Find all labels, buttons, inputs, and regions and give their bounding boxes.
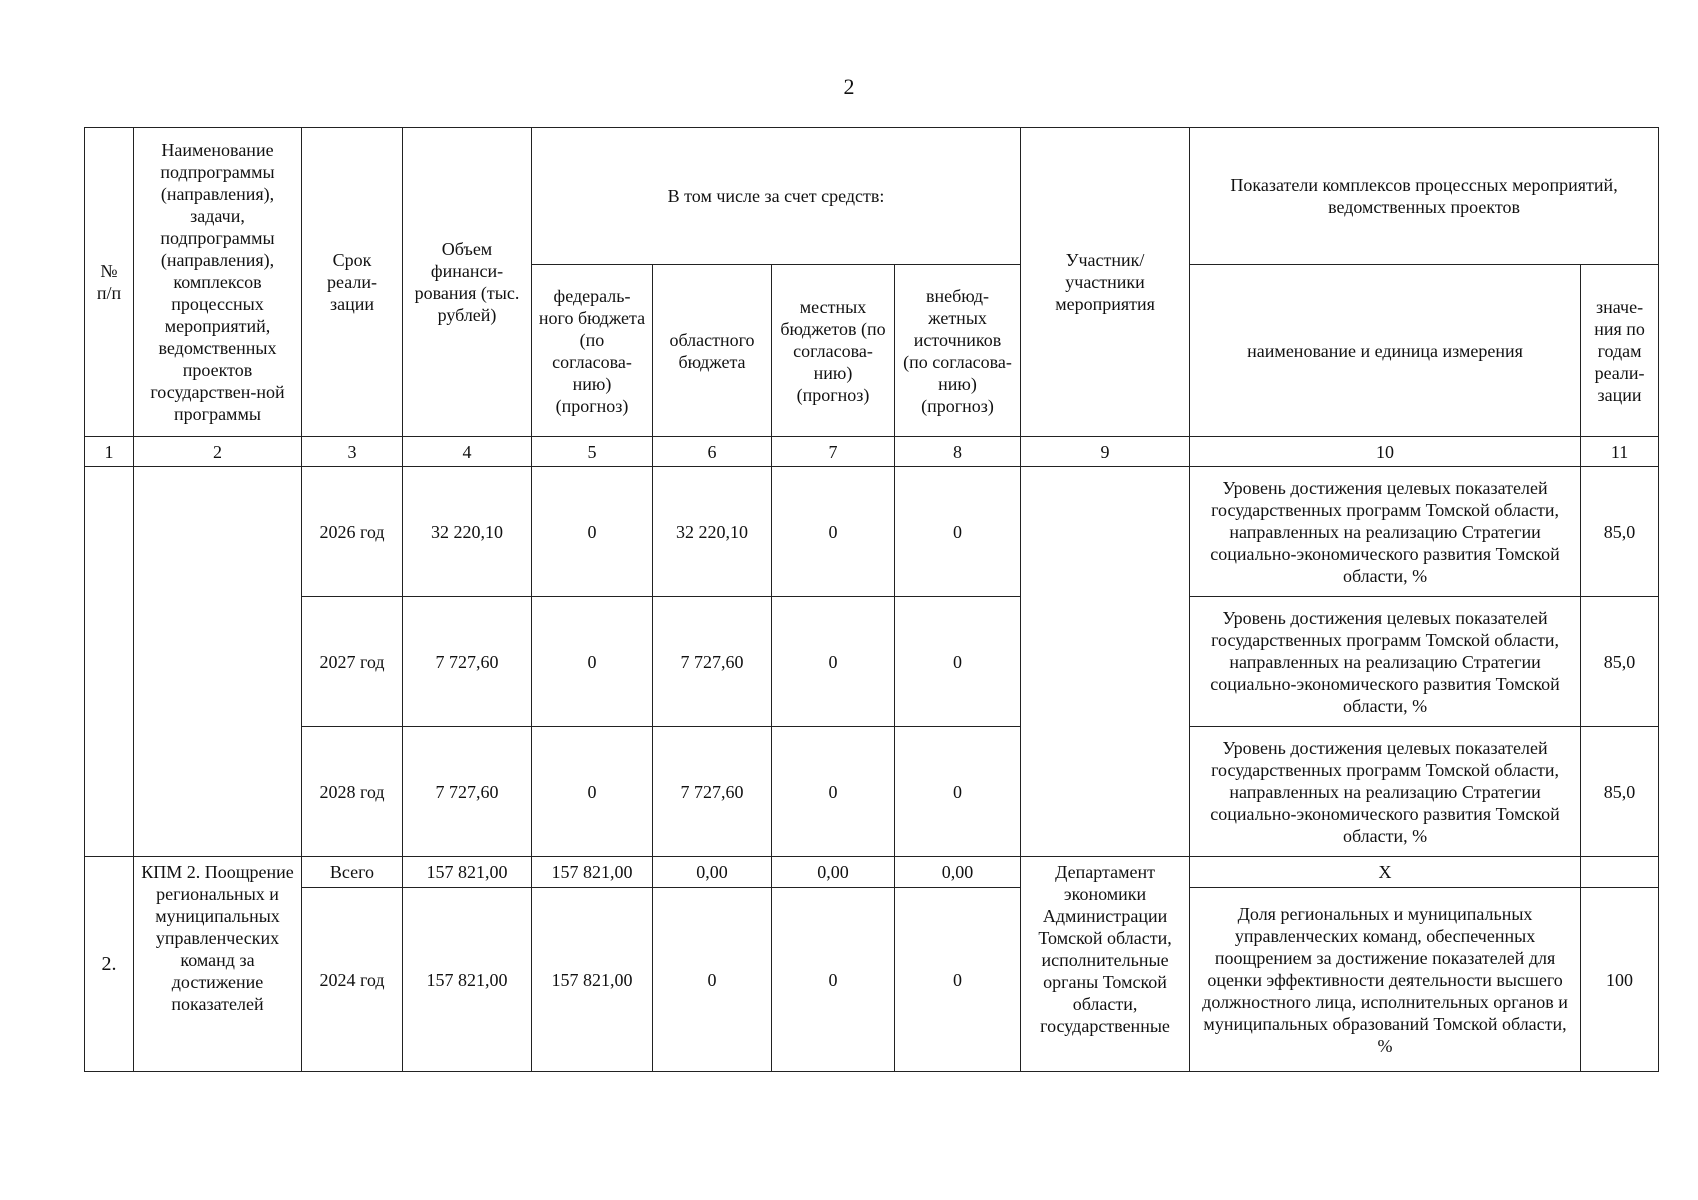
federal-cell: 0: [532, 467, 653, 597]
table-row: [85, 727, 1659, 857]
indicator-cell: Уровень достижения целевых показателей государственных программ Томской области, направленных на реализацию Стратегии социально-экономического развития Томской области, %: [1190, 727, 1581, 857]
table-row: [85, 888, 1659, 1072]
participant-cell: [1021, 857, 1190, 1072]
header-extra: внебюд-жетных источников (по согласова-нию) (прогноз): [895, 265, 1021, 437]
header-term: Срок реали-зации: [302, 128, 403, 437]
participant-cell: [1021, 467, 1190, 857]
volume-cell: 7 727,60: [403, 597, 532, 727]
indicator-value-cell: 85,0: [1581, 727, 1659, 857]
federal-cell: 0: [532, 597, 653, 727]
year-cell: 2026 год: [302, 467, 403, 597]
header-federal: федераль-ного бюджета (по согласова-нию) (прогноз): [532, 265, 653, 437]
column-number: 6: [653, 437, 772, 467]
table-row: [85, 467, 1659, 597]
extra-cell: 0,00: [895, 857, 1021, 888]
regional-cell: 0,00: [653, 857, 772, 888]
local-cell: 0: [772, 727, 895, 857]
extra-cell: 0: [895, 727, 1021, 857]
page-number: 2: [843, 74, 855, 99]
regional-cell: 0: [653, 888, 772, 1072]
local-cell: 0: [772, 597, 895, 727]
federal-cell: 157 821,00: [532, 888, 653, 1072]
indicator-cell: Уровень достижения целевых показателей государственных программ Томской области, направленных на реализацию Стратегии социально-экономического развития Томской области, %: [1190, 467, 1581, 597]
volume-cell: 157 821,00: [403, 888, 532, 1072]
extra-cell: 0: [895, 888, 1021, 1072]
regional-cell: 32 220,10: [653, 467, 772, 597]
column-number: 9: [1021, 437, 1190, 467]
local-cell: 0: [772, 888, 895, 1072]
extra-cell: 0: [895, 467, 1021, 597]
header-indicators-group: Показатели комплексов процессных мероприятий, ведомственных проектов: [1190, 128, 1659, 265]
year-cell: Всего: [302, 857, 403, 888]
column-number: 3: [302, 437, 403, 467]
header-funds-group: В том числе за счет средств:: [532, 128, 1021, 265]
column-number: 10: [1190, 437, 1581, 467]
federal-cell: 0: [532, 727, 653, 857]
column-number: 4: [403, 437, 532, 467]
year-cell: 2027 год: [302, 597, 403, 727]
column-number: 8: [895, 437, 1021, 467]
row-number-cell: [85, 467, 134, 857]
header-participant: Участник/ участники мероприятия: [1021, 128, 1190, 437]
extra-cell: 0: [895, 597, 1021, 727]
federal-cell: 157 821,00: [532, 857, 653, 888]
column-numbers-row: [85, 437, 1659, 467]
table-row-total: [85, 857, 1659, 888]
indicator-cell: Уровень достижения целевых показателей государственных программ Томской области, направленных на реализацию Стратегии социально-экономического развития Томской области, %: [1190, 597, 1581, 727]
local-cell: 0: [772, 467, 895, 597]
row-number-cell: 2.: [85, 857, 134, 1072]
indicator-value-cell: 85,0: [1581, 467, 1659, 597]
volume-cell: 32 220,10: [403, 467, 532, 597]
header-number: № п/п: [85, 128, 134, 437]
local-cell: 0,00: [772, 857, 895, 888]
program-name-text: КПМ 2. Поощрение региональных и муниципальных управленческих команд за достижение показателей: [141, 862, 294, 1014]
table-row: [85, 597, 1659, 727]
header-volume: Объем финанси-рования (тыс. рублей): [403, 128, 532, 437]
regional-cell: 7 727,60: [653, 727, 772, 857]
header-regional: областного бюджета: [653, 265, 772, 437]
column-number: 11: [1581, 437, 1659, 467]
column-number: 1: [85, 437, 134, 467]
year-cell: 2028 год: [302, 727, 403, 857]
volume-cell: 7 727,60: [403, 727, 532, 857]
indicator-value-cell: [1581, 857, 1659, 888]
program-name-cell: [134, 857, 302, 1072]
indicator-value-cell: 85,0: [1581, 597, 1659, 727]
indicator-cell: X: [1190, 857, 1581, 888]
header-row-1: [85, 128, 1659, 265]
header-program-name: Наименование подпрограммы (направления), задачи, подпрограммы (направления), комплексов процессных мероприятий, ведомственных проектов государствен-ной программы: [134, 128, 302, 437]
indicator-value-cell: 100: [1581, 888, 1659, 1072]
header-indicator-values: значе-ния по годам реали-зации: [1581, 265, 1659, 437]
header-local: местных бюджетов (по согласова-нию) (прогноз): [772, 265, 895, 437]
program-name-cell: [134, 467, 302, 857]
header-indicator-name: наименование и единица измерения: [1190, 265, 1581, 437]
year-cell: 2024 год: [302, 888, 403, 1072]
regional-cell: 7 727,60: [653, 597, 772, 727]
column-number: 7: [772, 437, 895, 467]
column-number: 2: [134, 437, 302, 467]
indicator-cell: Доля региональных и муниципальных управленческих команд, обеспеченных поощрением за достижение показателей для оценки эффективности деятельности высшего должностного лица, исполнительных органов и муниципальных образований Томской области, %: [1190, 888, 1581, 1072]
program-table: [84, 127, 1659, 1072]
column-number: 5: [532, 437, 653, 467]
volume-cell: 157 821,00: [403, 857, 532, 888]
participant-text: Департамент экономики Администрации Томской области, исполнительные органы Томской области, государственные: [1038, 862, 1172, 1036]
